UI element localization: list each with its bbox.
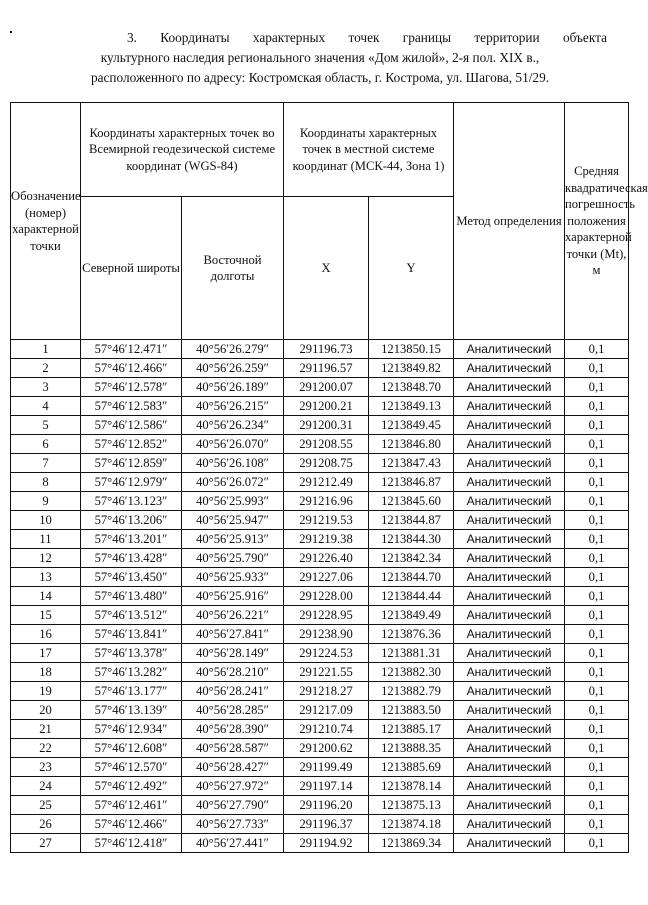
x-coordinate-cell: 291208.55 xyxy=(284,435,369,454)
latitude-cell: 57°46′12.583″ xyxy=(81,397,182,416)
x-coordinate-cell: 291218.27 xyxy=(284,682,369,701)
header-method: Метод определения xyxy=(454,103,565,340)
longitude-cell: 40°56′26.279″ xyxy=(182,340,284,359)
table-row xyxy=(11,758,629,777)
x-coordinate-cell: 291199.49 xyxy=(284,758,369,777)
table-row xyxy=(11,587,629,606)
y-coordinate-cell: 1213844.87 xyxy=(369,511,454,530)
point-number-cell: 2 xyxy=(11,359,81,378)
table-row xyxy=(11,625,629,644)
x-coordinate-cell: 291221.55 xyxy=(284,663,369,682)
longitude-cell: 40°56′26.234″ xyxy=(182,416,284,435)
x-coordinate-cell: 291200.62 xyxy=(284,739,369,758)
method-cell: Аналитический xyxy=(454,834,565,853)
point-number-cell: 1 xyxy=(11,340,81,359)
point-number-cell: 3 xyxy=(11,378,81,397)
latitude-cell: 57°46′13.201″ xyxy=(81,530,182,549)
header-east-longitude: Восточной долготы xyxy=(182,197,284,340)
x-coordinate-cell: 291217.09 xyxy=(284,701,369,720)
x-coordinate-cell: 291196.73 xyxy=(284,340,369,359)
method-cell: Аналитический xyxy=(454,815,565,834)
x-coordinate-cell: 291224.53 xyxy=(284,644,369,663)
latitude-cell: 57°46′12.934″ xyxy=(81,720,182,739)
longitude-cell: 40°56′27.733″ xyxy=(182,815,284,834)
header-north-latitude: Северной широты xyxy=(81,197,182,340)
x-coordinate-cell: 291200.31 xyxy=(284,416,369,435)
method-cell: Аналитический xyxy=(454,606,565,625)
latitude-cell: 57°46′12.852″ xyxy=(81,435,182,454)
y-coordinate-cell: 1213849.49 xyxy=(369,606,454,625)
y-coordinate-cell: 1213885.69 xyxy=(369,758,454,777)
longitude-cell: 40°56′28.390″ xyxy=(182,720,284,739)
error-cell: 0,1 xyxy=(565,397,629,416)
longitude-cell: 40°56′25.993″ xyxy=(182,492,284,511)
point-number-cell: 7 xyxy=(11,454,81,473)
latitude-cell: 57°46′13.450″ xyxy=(81,568,182,587)
table-row xyxy=(11,511,629,530)
y-coordinate-cell: 1213848.70 xyxy=(369,378,454,397)
method-cell: Аналитический xyxy=(454,758,565,777)
method-cell: Аналитический xyxy=(454,435,565,454)
method-cell: Аналитический xyxy=(454,473,565,492)
method-cell: Аналитический xyxy=(454,739,565,758)
y-coordinate-cell: 1213844.70 xyxy=(369,568,454,587)
error-cell: 0,1 xyxy=(565,511,629,530)
heading-line-1: 3. Координаты характерных точек границы территории объекта xyxy=(127,30,607,45)
point-number-cell: 22 xyxy=(11,739,81,758)
longitude-cell: 40°56′25.916″ xyxy=(182,587,284,606)
longitude-cell: 40°56′27.441″ xyxy=(182,834,284,853)
error-cell: 0,1 xyxy=(565,587,629,606)
longitude-cell: 40°56′25.947″ xyxy=(182,511,284,530)
x-coordinate-cell: 291196.37 xyxy=(284,815,369,834)
error-cell: 0,1 xyxy=(565,663,629,682)
section-heading xyxy=(33,28,607,88)
error-cell: 0,1 xyxy=(565,549,629,568)
point-number-cell: 16 xyxy=(11,625,81,644)
method-cell: Аналитический xyxy=(454,796,565,815)
latitude-cell: 57°46′12.608″ xyxy=(81,739,182,758)
error-cell: 0,1 xyxy=(565,492,629,511)
error-cell: 0,1 xyxy=(565,758,629,777)
x-coordinate-cell: 291194.92 xyxy=(284,834,369,853)
latitude-cell: 57°46′12.461″ xyxy=(81,796,182,815)
point-number-cell: 26 xyxy=(11,815,81,834)
x-coordinate-cell: 291228.95 xyxy=(284,606,369,625)
latitude-cell: 57°46′13.378″ xyxy=(81,644,182,663)
point-number-cell: 12 xyxy=(11,549,81,568)
longitude-cell: 40°56′27.972″ xyxy=(182,777,284,796)
y-coordinate-cell: 1213846.87 xyxy=(369,473,454,492)
table-row xyxy=(11,739,629,758)
longitude-cell: 40°56′28.427″ xyxy=(182,758,284,777)
table-row xyxy=(11,435,629,454)
point-number-cell: 13 xyxy=(11,568,81,587)
y-coordinate-cell: 1213869.34 xyxy=(369,834,454,853)
latitude-cell: 57°46′13.123″ xyxy=(81,492,182,511)
error-cell: 0,1 xyxy=(565,739,629,758)
x-coordinate-cell: 291200.21 xyxy=(284,397,369,416)
y-coordinate-cell: 1213844.30 xyxy=(369,530,454,549)
scan-speck xyxy=(10,31,12,33)
method-cell: Аналитический xyxy=(454,625,565,644)
table-row xyxy=(11,777,629,796)
point-number-cell: 20 xyxy=(11,701,81,720)
method-cell: Аналитический xyxy=(454,378,565,397)
point-number-cell: 11 xyxy=(11,530,81,549)
longitude-cell: 40°56′25.913″ xyxy=(182,530,284,549)
y-coordinate-cell: 1213875.13 xyxy=(369,796,454,815)
error-cell: 0,1 xyxy=(565,473,629,492)
method-cell: Аналитический xyxy=(454,587,565,606)
method-cell: Аналитический xyxy=(454,416,565,435)
x-coordinate-cell: 291197.14 xyxy=(284,777,369,796)
x-coordinate-cell: 291196.20 xyxy=(284,796,369,815)
table-row xyxy=(11,473,629,492)
table-row xyxy=(11,492,629,511)
error-cell: 0,1 xyxy=(565,416,629,435)
x-coordinate-cell: 291227.06 xyxy=(284,568,369,587)
error-cell: 0,1 xyxy=(565,777,629,796)
latitude-cell: 57°46′13.480″ xyxy=(81,587,182,606)
point-number-cell: 18 xyxy=(11,663,81,682)
table-row xyxy=(11,834,629,853)
y-coordinate-cell: 1213876.36 xyxy=(369,625,454,644)
heading-line-3: расположенного по адресу: Костромская область, г. Кострома, ул. Шагова, 51/29. xyxy=(90,70,550,85)
latitude-cell: 57°46′13.282″ xyxy=(81,663,182,682)
y-coordinate-cell: 1213882.79 xyxy=(369,682,454,701)
point-number-cell: 8 xyxy=(11,473,81,492)
coordinates-table xyxy=(10,102,648,853)
header-x: X xyxy=(284,197,369,340)
y-coordinate-cell: 1213847.43 xyxy=(369,454,454,473)
latitude-cell: 57°46′13.206″ xyxy=(81,511,182,530)
longitude-cell: 40°56′28.587″ xyxy=(182,739,284,758)
x-coordinate-cell: 291219.53 xyxy=(284,511,369,530)
x-coordinate-cell: 291228.00 xyxy=(284,587,369,606)
longitude-cell: 40°56′28.210″ xyxy=(182,663,284,682)
y-coordinate-cell: 1213874.18 xyxy=(369,815,454,834)
y-coordinate-cell: 1213881.31 xyxy=(369,644,454,663)
method-cell: Аналитический xyxy=(454,530,565,549)
error-cell: 0,1 xyxy=(565,701,629,720)
latitude-cell: 57°46′13.139″ xyxy=(81,701,182,720)
method-cell: Аналитический xyxy=(454,663,565,682)
latitude-cell: 57°46′12.570″ xyxy=(81,758,182,777)
error-cell: 0,1 xyxy=(565,834,629,853)
error-cell: 0,1 xyxy=(565,378,629,397)
table-row xyxy=(11,606,629,625)
x-coordinate-cell: 291212.49 xyxy=(284,473,369,492)
latitude-cell: 57°46′12.466″ xyxy=(81,359,182,378)
point-number-cell: 27 xyxy=(11,834,81,853)
longitude-cell: 40°56′26.221″ xyxy=(182,606,284,625)
y-coordinate-cell: 1213878.14 xyxy=(369,777,454,796)
y-coordinate-cell: 1213850.15 xyxy=(369,340,454,359)
method-cell: Аналитический xyxy=(454,682,565,701)
point-number-cell: 10 xyxy=(11,511,81,530)
latitude-cell: 57°46′12.466″ xyxy=(81,815,182,834)
latitude-cell: 57°46′13.841″ xyxy=(81,625,182,644)
table-row xyxy=(11,378,629,397)
point-number-cell: 24 xyxy=(11,777,81,796)
y-coordinate-cell: 1213844.44 xyxy=(369,587,454,606)
method-cell: Аналитический xyxy=(454,720,565,739)
y-coordinate-cell: 1213846.80 xyxy=(369,435,454,454)
latitude-cell: 57°46′13.177″ xyxy=(81,682,182,701)
latitude-cell: 57°46′12.418″ xyxy=(81,834,182,853)
method-cell: Аналитический xyxy=(454,492,565,511)
point-number-cell: 23 xyxy=(11,758,81,777)
y-coordinate-cell: 1213849.45 xyxy=(369,416,454,435)
longitude-cell: 40°56′28.285″ xyxy=(182,701,284,720)
error-cell: 0,1 xyxy=(565,796,629,815)
point-number-cell: 4 xyxy=(11,397,81,416)
table-row xyxy=(11,568,629,587)
error-cell: 0,1 xyxy=(565,435,629,454)
y-coordinate-cell: 1213842.34 xyxy=(369,549,454,568)
latitude-cell: 57°46′12.492″ xyxy=(81,777,182,796)
method-cell: Аналитический xyxy=(454,340,565,359)
point-number-cell: 17 xyxy=(11,644,81,663)
table-row xyxy=(11,454,629,473)
x-coordinate-cell: 291226.40 xyxy=(284,549,369,568)
x-coordinate-cell: 291196.57 xyxy=(284,359,369,378)
x-coordinate-cell: 291208.75 xyxy=(284,454,369,473)
x-coordinate-cell: 291216.96 xyxy=(284,492,369,511)
point-number-cell: 25 xyxy=(11,796,81,815)
table-row xyxy=(11,815,629,834)
point-number-cell: 21 xyxy=(11,720,81,739)
latitude-cell: 57°46′13.428″ xyxy=(81,549,182,568)
method-cell: Аналитический xyxy=(454,397,565,416)
table-row xyxy=(11,359,629,378)
y-coordinate-cell: 1213845.60 xyxy=(369,492,454,511)
y-coordinate-cell: 1213885.17 xyxy=(369,720,454,739)
error-cell: 0,1 xyxy=(565,644,629,663)
latitude-cell: 57°46′12.471″ xyxy=(81,340,182,359)
latitude-cell: 57°46′12.578″ xyxy=(81,378,182,397)
error-cell: 0,1 xyxy=(565,606,629,625)
table-row xyxy=(11,701,629,720)
point-number-cell: 19 xyxy=(11,682,81,701)
method-cell: Аналитический xyxy=(454,359,565,378)
method-cell: Аналитический xyxy=(454,549,565,568)
longitude-cell: 40°56′26.070″ xyxy=(182,435,284,454)
table-row xyxy=(11,682,629,701)
longitude-cell: 40°56′26.108″ xyxy=(182,454,284,473)
error-cell: 0,1 xyxy=(565,454,629,473)
longitude-cell: 40°56′25.933″ xyxy=(182,568,284,587)
x-coordinate-cell: 291200.07 xyxy=(284,378,369,397)
header-point-number: Обозначение (номер) характерной точки xyxy=(11,103,81,340)
latitude-cell: 57°46′12.859″ xyxy=(81,454,182,473)
y-coordinate-cell: 1213888.35 xyxy=(369,739,454,758)
y-coordinate-cell: 1213883.50 xyxy=(369,701,454,720)
error-cell: 0,1 xyxy=(565,530,629,549)
point-number-cell: 14 xyxy=(11,587,81,606)
table-row xyxy=(11,340,629,359)
y-coordinate-cell: 1213882.30 xyxy=(369,663,454,682)
point-number-cell: 6 xyxy=(11,435,81,454)
error-cell: 0,1 xyxy=(565,340,629,359)
error-cell: 0,1 xyxy=(565,359,629,378)
latitude-cell: 57°46′12.586″ xyxy=(81,416,182,435)
point-number-cell: 5 xyxy=(11,416,81,435)
point-number-cell: 15 xyxy=(11,606,81,625)
heading-line-2: культурного наследия регионального значения «Дом жилой», 2-я пол. XIX в., xyxy=(100,50,540,65)
x-coordinate-cell: 291238.90 xyxy=(284,625,369,644)
header-mean-square-error: Средняя квадратическая погрешность положения характерной точки (Mt), м xyxy=(565,103,629,340)
header-y: Y xyxy=(369,197,454,340)
method-cell: Аналитический xyxy=(454,568,565,587)
x-coordinate-cell: 291219.38 xyxy=(284,530,369,549)
method-cell: Аналитический xyxy=(454,511,565,530)
latitude-cell: 57°46′13.512″ xyxy=(81,606,182,625)
longitude-cell: 40°56′26.072″ xyxy=(182,473,284,492)
x-coordinate-cell: 291210.74 xyxy=(284,720,369,739)
error-cell: 0,1 xyxy=(565,815,629,834)
table-row xyxy=(11,416,629,435)
table-row xyxy=(11,549,629,568)
table-row xyxy=(11,644,629,663)
error-cell: 0,1 xyxy=(565,720,629,739)
longitude-cell: 40°56′26.259″ xyxy=(182,359,284,378)
y-coordinate-cell: 1213849.13 xyxy=(369,397,454,416)
error-cell: 0,1 xyxy=(565,568,629,587)
error-cell: 0,1 xyxy=(565,682,629,701)
method-cell: Аналитический xyxy=(454,701,565,720)
longitude-cell: 40°56′28.241″ xyxy=(182,682,284,701)
table-row xyxy=(11,663,629,682)
table-row xyxy=(11,720,629,739)
longitude-cell: 40°56′25.790″ xyxy=(182,549,284,568)
longitude-cell: 40°56′26.189″ xyxy=(182,378,284,397)
header-local-coordinates: Координаты характерных точек в местной системе координат (МСК-44, Зона 1) xyxy=(284,103,454,197)
table-row xyxy=(11,796,629,815)
y-coordinate-cell: 1213849.82 xyxy=(369,359,454,378)
method-cell: Аналитический xyxy=(454,777,565,796)
longitude-cell: 40°56′26.215″ xyxy=(182,397,284,416)
longitude-cell: 40°56′27.790″ xyxy=(182,796,284,815)
latitude-cell: 57°46′12.979″ xyxy=(81,473,182,492)
method-cell: Аналитический xyxy=(454,644,565,663)
table-row xyxy=(11,397,629,416)
coordinates-table-body xyxy=(11,340,629,853)
longitude-cell: 40°56′27.841″ xyxy=(182,625,284,644)
table-row xyxy=(11,530,629,549)
method-cell: Аналитический xyxy=(454,454,565,473)
header-wgs-coordinates: Координаты характерных точек во Всемирной геодезической системе координат (WGS-84) xyxy=(81,103,284,197)
error-cell: 0,1 xyxy=(565,625,629,644)
point-number-cell: 9 xyxy=(11,492,81,511)
longitude-cell: 40°56′28.149″ xyxy=(182,644,284,663)
